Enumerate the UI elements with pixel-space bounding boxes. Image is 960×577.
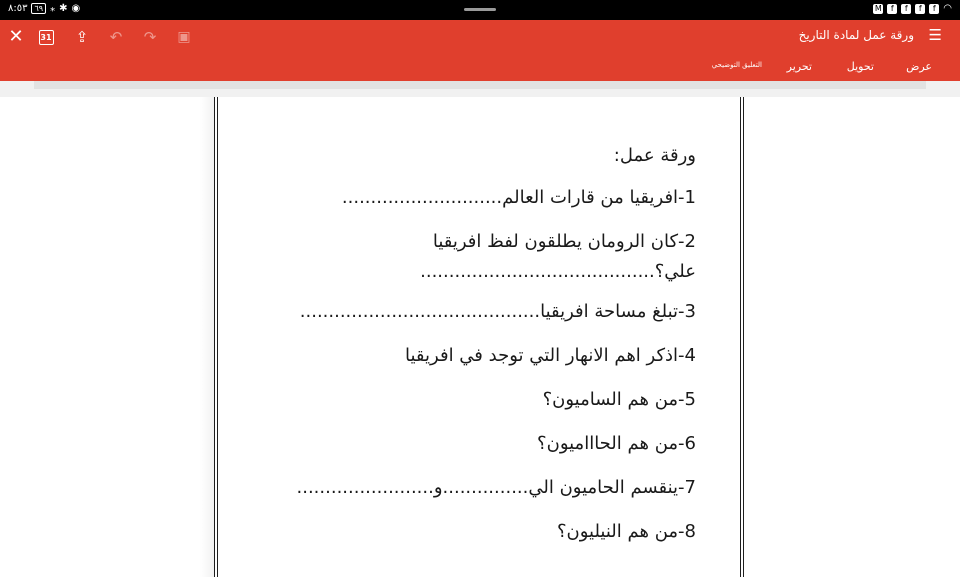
question-6: 6-من هم الحاااميون؟	[537, 433, 696, 454]
facebook-icon: f	[929, 4, 939, 14]
page-top-edge	[34, 81, 926, 89]
drag-handle[interactable]	[464, 8, 496, 11]
bluetooth-icon: ✱	[59, 3, 68, 14]
signal-icon: ⁎	[50, 3, 56, 14]
facebook-icon: f	[915, 4, 925, 14]
eye-icon: ◉	[71, 3, 81, 14]
tab-bar	[0, 60, 960, 78]
clock: ٨:٥٣	[8, 3, 28, 14]
undo-icon[interactable]: ↶	[109, 28, 123, 46]
question-2-line-2: علي؟.........................................	[420, 261, 696, 282]
question-4: 4-اذكر اهم الانهار التي توجد في افريقيا	[405, 345, 696, 366]
tab-annotation[interactable]: التعليق التوضيحي	[711, 61, 762, 69]
tab-view[interactable]: عرض	[906, 60, 932, 73]
question-7: 7-ينقسم الحاميون الي...............و........................	[296, 477, 696, 498]
status-left	[8, 3, 80, 14]
question-2-line-1: 2-كان الرومان يطلقون لفظ افريقيا	[432, 231, 696, 252]
wifi-icon: ◠	[943, 3, 952, 14]
document-top-strip	[0, 81, 960, 97]
question-1: 1-افريقيا من قارات العالم............................	[341, 187, 696, 208]
worksheet-content	[256, 141, 696, 561]
redo-icon[interactable]: ↷	[143, 28, 157, 46]
worksheet-heading: ورقة عمل:	[613, 145, 696, 166]
calendar-icon[interactable]	[36, 27, 56, 47]
question-5: 5-من هم الساميون؟	[542, 389, 696, 410]
gmail-icon: M	[874, 3, 882, 13]
page-shadow	[200, 97, 214, 577]
tab-convert[interactable]: تحويل	[846, 60, 874, 73]
document-title: ورقة عمل لمادة التاريخ	[798, 28, 914, 42]
document-page[interactable]	[214, 97, 744, 577]
tab-edit[interactable]: تحرير	[786, 60, 812, 73]
battery-indicator: ٦٩	[31, 3, 46, 14]
facebook-icon: f	[887, 4, 897, 14]
save-icon[interactable]: ▣	[177, 29, 191, 45]
share-icon[interactable]: ⇪	[75, 28, 89, 46]
question-8: 8-من هم النيليون؟	[556, 521, 696, 542]
facebook-icon: f	[901, 4, 911, 14]
calendar-day: 31	[39, 30, 54, 45]
question-3: 3-تبلغ مساحة افريقيا..........................................	[299, 301, 696, 322]
status-right	[873, 3, 952, 14]
menu-icon[interactable]: ☰	[928, 26, 942, 44]
question-2	[256, 227, 696, 287]
app-toolbar	[0, 20, 960, 81]
close-icon[interactable]: ✕	[8, 26, 24, 47]
status-bar	[0, 0, 960, 20]
